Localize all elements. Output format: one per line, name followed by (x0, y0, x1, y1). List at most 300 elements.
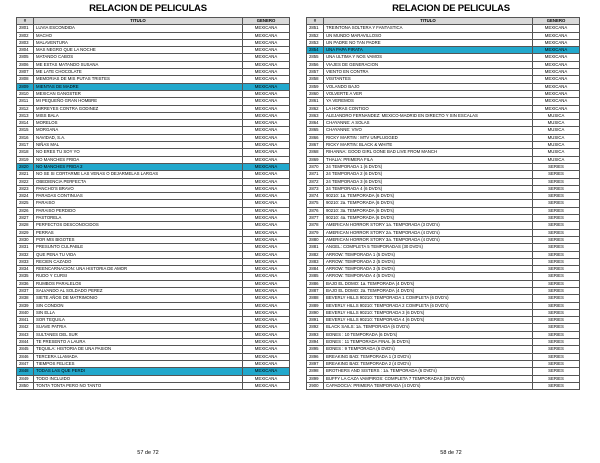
row-genre: MEXICANA (243, 236, 290, 243)
row-genre: MEXICANA (243, 134, 290, 141)
row-genre: SERIES (533, 207, 580, 214)
row-number: 2808 (17, 76, 34, 83)
table-row (307, 69, 580, 76)
row-title: NO ERES TU SOY YO (34, 149, 243, 156)
row-title: MISS BALA (34, 112, 243, 119)
row-title: SIN CONDON (34, 302, 243, 309)
table-row (307, 382, 580, 389)
row-number: 2806 (17, 61, 34, 68)
row-number: 2816 (17, 134, 34, 141)
table-row (17, 185, 290, 192)
row-title: MACHO (34, 32, 243, 39)
row-title: BLACK SAILS: 1a. TEMPORADA (6 DVD's) (324, 324, 533, 331)
row-title: RICKY MARTIN: BLACK & WHITE (324, 142, 533, 149)
row-title: UN MUNDO MARAVILLOSO (324, 32, 533, 39)
row-genre: MUSICA (533, 112, 580, 119)
table-row (307, 309, 580, 316)
row-title: OBEDIENCIA PERFECTA (34, 178, 243, 185)
header-genre: GENERO (243, 18, 290, 25)
row-genre: MEXICANA (243, 32, 290, 39)
row-number: 2889 (307, 302, 324, 309)
row-genre: MEXICANA (243, 375, 290, 382)
row-number: 2875 (307, 200, 324, 207)
row-title: TONTA TONTA PERO NO TANTO (34, 382, 243, 389)
row-number: 2851 (307, 25, 324, 32)
table-row (307, 229, 580, 236)
table-row (307, 302, 580, 309)
table-row (17, 32, 290, 39)
table-row (307, 76, 580, 83)
table-row (307, 266, 580, 273)
table-row (17, 244, 290, 251)
row-title: SOR TEQUILA (34, 317, 243, 324)
row-title: THALIA: PRIMERA FILA (324, 156, 533, 163)
table-row (307, 32, 580, 39)
row-title: LUVIA ESCONDIDA (34, 25, 243, 32)
table-row (17, 127, 290, 134)
row-title: PERRAS (34, 229, 243, 236)
row-genre: MEXICANA (243, 339, 290, 346)
row-genre: SERIES (533, 229, 580, 236)
row-number: 2887 (307, 287, 324, 294)
table-row (307, 339, 580, 346)
row-title: YA VEREMOS (324, 98, 533, 105)
row-number: 2826 (17, 207, 34, 214)
row-number: 2885 (307, 273, 324, 280)
row-title: QUE PENA TU VIDA (34, 251, 243, 258)
table-row (17, 309, 290, 316)
page-number: 57 de 72 (137, 450, 159, 456)
row-genre: MEXICANA (533, 90, 580, 97)
row-number: 2835 (17, 273, 34, 280)
table-row (307, 368, 580, 375)
table-row (17, 163, 290, 170)
row-number: 2856 (307, 61, 324, 68)
row-number: 2891 (307, 317, 324, 324)
row-genre: MEXICANA (533, 98, 580, 105)
row-genre: SERIES (533, 200, 580, 207)
row-number: 2865 (307, 127, 324, 134)
row-number: 2841 (17, 317, 34, 324)
row-genre: MEXICANA (243, 222, 290, 229)
row-genre: MUSICA (533, 142, 580, 149)
row-title: CAPADOCIA: PRIMERA TEMPORADA (4 DVD's) (324, 382, 533, 389)
row-number: 2873 (307, 185, 324, 192)
row-title: 24 TEMPORADA 4 (6 DVD's) (324, 185, 533, 192)
row-genre: MEXICANA (243, 112, 290, 119)
row-number: 2869 (307, 156, 324, 163)
row-genre: MEXICANA (243, 244, 290, 251)
header-number: # (17, 18, 34, 25)
row-genre: MEXICANA (243, 229, 290, 236)
row-title: 90210: 1a. TEMPORADA (6 DVD's) (324, 193, 533, 200)
row-title: TE PRESENTO A LAURA (34, 339, 243, 346)
row-number: 2890 (307, 309, 324, 316)
table-row (307, 171, 580, 178)
row-title: PASTORELA (34, 215, 243, 222)
row-genre: SERIES (533, 339, 580, 346)
row-genre: SERIES (533, 185, 580, 192)
row-genre: MEXICANA (243, 83, 290, 90)
row-number: 2872 (307, 178, 324, 185)
row-title: TERCERA LLAMADA (34, 353, 243, 360)
row-title: MALAVENTURA (34, 39, 243, 46)
row-genre: MEXICANA (533, 83, 580, 90)
row-number: 2831 (17, 244, 34, 251)
row-genre: MEXICANA (243, 287, 290, 294)
row-title: VOLANDO BAJO (324, 83, 533, 90)
row-genre: MEXICANA (243, 258, 290, 265)
row-title: MIENTAS DE MADRE (34, 83, 243, 90)
table-row (17, 76, 290, 83)
row-number: 2817 (17, 142, 34, 149)
table-row (307, 200, 580, 207)
row-genre: SERIES (533, 251, 580, 258)
table-row (17, 105, 290, 112)
row-title: SALVANDO AL SOLDADO PEREZ (34, 287, 243, 294)
row-genre: MEXICANA (243, 156, 290, 163)
row-genre: SERIES (533, 324, 580, 331)
row-number: 2893 (307, 331, 324, 338)
row-title: AMERICAN HORROR STORY 2a. TEMPORADA (4 DVD's) (324, 229, 533, 236)
row-title: ME ESTAS MATANDO SUSANA (34, 61, 243, 68)
row-title: MAS NEGRO QUE LA NOCHE (34, 47, 243, 54)
table-row (17, 331, 290, 338)
row-title: ARROW: TEMPORADA 4 (5 DVD's) (324, 273, 533, 280)
table-row (307, 105, 580, 112)
row-number: 2881 (307, 244, 324, 251)
row-title: UN PADRE NO TAN PADRE (324, 39, 533, 46)
row-genre: MEXICANA (243, 280, 290, 287)
table-row (307, 193, 580, 200)
row-genre: MEXICANA (243, 142, 290, 149)
row-title: BONES : 11 TEMPORADA FINAL (6 DVD's) (324, 339, 533, 346)
row-number: 2898 (307, 368, 324, 375)
row-number: 2843 (17, 331, 34, 338)
row-title: TODO INCLUIDO (34, 375, 243, 382)
row-genre: MEXICANA (243, 266, 290, 273)
table-row (307, 134, 580, 141)
row-genre: MEXICANA (243, 39, 290, 46)
table-row (17, 193, 290, 200)
row-number: 2824 (17, 193, 34, 200)
row-number: 2860 (307, 90, 324, 97)
table-row (307, 353, 580, 360)
row-genre: MEXICANA (533, 61, 580, 68)
row-genre: MEXICANA (243, 273, 290, 280)
row-number: 2864 (307, 120, 324, 127)
row-number: 2897 (307, 360, 324, 367)
row-title: BEVERLY HILLS 90210: TEMPORADA 1 COMPLETA (6 DVD's) (324, 295, 533, 302)
row-number: 2840 (17, 309, 34, 316)
table-row (307, 156, 580, 163)
row-number: 2836 (17, 280, 34, 287)
row-number: 2811 (17, 98, 34, 105)
row-number: 2828 (17, 222, 34, 229)
row-title: BAJO EL DOMO: 1a. TEMPORADA (4 DVD's) (324, 280, 533, 287)
row-genre: MEXICANA (533, 32, 580, 39)
table-row (17, 317, 290, 324)
row-title: ME LATE CHOCOLATE (34, 69, 243, 76)
row-number: 2866 (307, 134, 324, 141)
row-number: 2900 (307, 382, 324, 389)
table-row (307, 215, 580, 222)
row-title: BONES : 9 TEMPORADA (6 DVD's) (324, 346, 533, 353)
table-header-row (17, 18, 290, 25)
row-number: 2848 (17, 368, 34, 375)
header-genre: GENERO (533, 18, 580, 25)
row-number: 2825 (17, 200, 34, 207)
row-title: VIAJES DE GENERACION (324, 61, 533, 68)
row-title: UNA PAPA PIRATA (324, 47, 533, 54)
table-row (307, 273, 580, 280)
row-genre: MEXICANA (243, 353, 290, 360)
row-genre: SERIES (533, 236, 580, 243)
row-number: 2849 (17, 375, 34, 382)
table-row (17, 375, 290, 382)
row-number: 2810 (17, 90, 34, 97)
row-genre: MEXICANA (533, 69, 580, 76)
row-title: MORGANA (34, 127, 243, 134)
movies-table (306, 17, 580, 390)
row-title: RIHANNA: GOOD GIRL GONE BAD LIVE FROM MANCH (324, 149, 533, 156)
row-title: MIRREYES CONTRA GODINEZ (34, 105, 243, 112)
row-number: 2899 (307, 375, 324, 382)
row-number: 2820 (17, 163, 34, 170)
row-title: 24 TEMPORADA 2 (6 DVD's) (324, 171, 533, 178)
row-number: 2871 (307, 171, 324, 178)
row-title: MORELOS (34, 120, 243, 127)
row-title: NO SE SI CORTARME LAS VENAS O DEJARMELAS LARGAS (34, 171, 243, 178)
row-title: 90210: 2a. TEMPORADA (6 DVD's) (324, 200, 533, 207)
row-title: TREINTONA SOLTERA Y FANTASTICA (324, 25, 533, 32)
table-row (17, 266, 290, 273)
row-genre: MEXICANA (243, 185, 290, 192)
row-title: ARROW: TEMPORADA 3 (5 DVD's) (324, 266, 533, 273)
row-title: PARAISO (34, 200, 243, 207)
row-genre: SERIES (533, 163, 580, 170)
row-number: 2850 (17, 382, 34, 389)
row-genre: SERIES (533, 382, 580, 389)
left-page (2, 0, 294, 463)
row-title: NIÑAS MAL (34, 142, 243, 149)
page-title: RELACION DE PELICULAS (89, 3, 207, 14)
table-header-row (307, 18, 580, 25)
row-genre: MEXICANA (243, 25, 290, 32)
row-title: MATANDO CABOS (34, 54, 243, 61)
table-row (307, 120, 580, 127)
header-title: TITULO (324, 18, 533, 25)
row-title: VOLVERTE A VER (324, 90, 533, 97)
row-genre: SERIES (533, 266, 580, 273)
table-row (307, 346, 580, 353)
table-row (17, 69, 290, 76)
row-number: 2886 (307, 280, 324, 287)
row-title: BREAKING BAD: TEMPORADA 1 (3 DVD's) (324, 353, 533, 360)
row-number: 2832 (17, 251, 34, 258)
row-genre: MEXICANA (243, 98, 290, 105)
table-row (17, 120, 290, 127)
row-title: AMERICAN HORROR STORY 3a. TEMPORADA (4 DVD's) (324, 236, 533, 243)
row-genre: MUSICA (533, 134, 580, 141)
table-row (17, 47, 290, 54)
row-title: UNA ULTIMA Y NOS VAMOS (324, 54, 533, 61)
row-title: NO MANCHES FRIDA (34, 156, 243, 163)
row-number: 2878 (307, 222, 324, 229)
row-genre: MEXICANA (243, 207, 290, 214)
table-row (307, 317, 580, 324)
table-row (17, 112, 290, 119)
row-title: ANGEL: COMPLETA 5 TEMPORADAS (30 DVD's) (324, 244, 533, 251)
table-row (17, 236, 290, 243)
row-number: 2896 (307, 353, 324, 360)
table-row (17, 98, 290, 105)
row-genre: MEXICANA (243, 69, 290, 76)
table-row (17, 39, 290, 46)
row-number: 2830 (17, 236, 34, 243)
table-row (17, 215, 290, 222)
row-title: SULTANES DEL SUR (34, 331, 243, 338)
header-title: TITULO (34, 18, 243, 25)
row-title: ARROW: TEMPORADA 2 (5 DVD's) (324, 258, 533, 265)
row-number: 2813 (17, 112, 34, 119)
right-page (305, 0, 597, 463)
row-genre: MEXICANA (243, 193, 290, 200)
row-number: 2895 (307, 346, 324, 353)
row-title: POR MIS BIGOTES (34, 236, 243, 243)
row-title: ARROW: TEMPORADA 1 (5 DVD's) (324, 251, 533, 258)
table-row (307, 251, 580, 258)
row-number: 2857 (307, 69, 324, 76)
table-row (17, 207, 290, 214)
table-row (307, 142, 580, 149)
row-number: 2884 (307, 266, 324, 273)
row-title: BEVERLY HILLS 90210: TEMPORADA 2 COMPLETA (6 DVD's) (324, 302, 533, 309)
row-genre: SERIES (533, 258, 580, 265)
row-number: 2862 (307, 105, 324, 112)
row-genre: SERIES (533, 317, 580, 324)
table-row (17, 368, 290, 375)
table-row (17, 302, 290, 309)
table-row (307, 324, 580, 331)
row-title: BEVERLY HILLS 90210: TEMPORADA 3 (6 DVD's) (324, 309, 533, 316)
row-title: 90210: 4a. TEMPORADA (6 DVD's) (324, 215, 533, 222)
row-genre: MUSICA (533, 120, 580, 127)
row-genre: MEXICANA (243, 346, 290, 353)
row-genre: MEXICANA (533, 105, 580, 112)
row-number: 2879 (307, 229, 324, 236)
row-number: 2894 (307, 339, 324, 346)
row-genre: MEXICANA (243, 149, 290, 156)
table-row (307, 185, 580, 192)
table-row (307, 360, 580, 367)
row-title: SIETE AÑOS DE MATRIMONIO (34, 295, 243, 302)
table-row (17, 353, 290, 360)
row-number: 2837 (17, 287, 34, 294)
row-number: 2807 (17, 69, 34, 76)
table-row (307, 112, 580, 119)
table-row (307, 90, 580, 97)
table-row (17, 295, 290, 302)
table-row (17, 222, 290, 229)
row-genre: MEXICANA (243, 171, 290, 178)
row-genre: SERIES (533, 353, 580, 360)
row-number: 2814 (17, 120, 34, 127)
row-genre: SERIES (533, 368, 580, 375)
row-number: 2892 (307, 324, 324, 331)
table-row (307, 98, 580, 105)
row-genre: MEXICANA (243, 163, 290, 170)
row-genre: MEXICANA (243, 61, 290, 68)
table-row (17, 156, 290, 163)
row-number: 2854 (307, 47, 324, 54)
table-row (17, 324, 290, 331)
row-number: 2870 (307, 163, 324, 170)
table-row (307, 236, 580, 243)
table-row (17, 360, 290, 367)
row-number: 2829 (17, 229, 34, 236)
row-number: 2801 (17, 25, 34, 32)
row-genre: MEXICANA (243, 302, 290, 309)
row-number: 2868 (307, 149, 324, 156)
row-title: MEMORIAS DE MIS PUTAS TRISTES (34, 76, 243, 83)
row-title: MEXICAN GANGSTER (34, 90, 243, 97)
row-title: RECIEN CAZADO (34, 258, 243, 265)
row-title: VIENTO EN CONTRA (324, 69, 533, 76)
table-row (17, 83, 290, 90)
row-genre: MEXICANA (243, 331, 290, 338)
table-row (307, 222, 580, 229)
row-genre: SERIES (533, 273, 580, 280)
row-number: 2815 (17, 127, 34, 134)
row-title: 90210: 3a. TEMPORADA (6 DVD's) (324, 207, 533, 214)
row-title: SIN ELLA (34, 309, 243, 316)
row-genre: MEXICANA (243, 215, 290, 222)
row-genre: SERIES (533, 222, 580, 229)
table-row (307, 375, 580, 382)
row-genre: MEXICANA (533, 76, 580, 83)
table-row (17, 25, 290, 32)
row-number: 2888 (307, 295, 324, 302)
row-genre: MEXICANA (533, 39, 580, 46)
row-title: PARADAS CONTINUAS (34, 193, 243, 200)
row-genre: SERIES (533, 309, 580, 316)
table-row (17, 280, 290, 287)
row-title: REENCARNACION: UNA HISTORIA DE AMOR (34, 266, 243, 273)
row-number: 2877 (307, 215, 324, 222)
row-title: CHAYANNE: A SOLAS (324, 120, 533, 127)
table-row (17, 149, 290, 156)
row-title: NAVIDAD, S.A. (34, 134, 243, 141)
row-title: TIEMPOS FELICES (34, 360, 243, 367)
row-number: 2818 (17, 149, 34, 156)
row-genre: MEXICANA (243, 324, 290, 331)
row-number: 2809 (17, 83, 34, 90)
table-row (17, 54, 290, 61)
table-row (307, 54, 580, 61)
table-row (307, 39, 580, 46)
row-number: 2845 (17, 346, 34, 353)
row-genre: SERIES (533, 244, 580, 251)
row-genre: MEXICANA (243, 90, 290, 97)
table-row (17, 273, 290, 280)
row-title: PANCHO'S BRAVO (34, 185, 243, 192)
row-number: 2858 (307, 76, 324, 83)
row-genre: MUSICA (533, 127, 580, 134)
table-row (307, 280, 580, 287)
row-genre: SERIES (533, 193, 580, 200)
row-number: 2842 (17, 324, 34, 331)
